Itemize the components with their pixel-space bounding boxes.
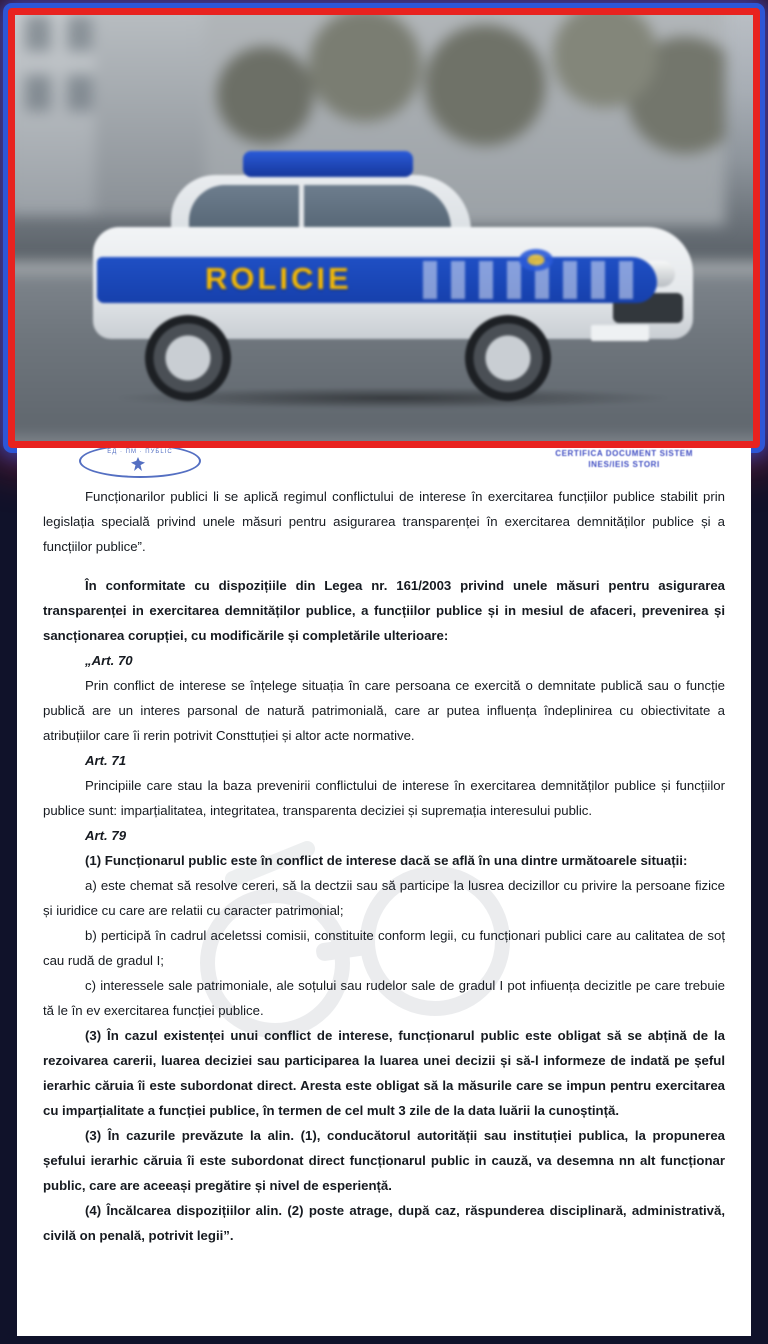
background-window xyxy=(25,15,51,51)
document-paragraph: (4) Încălcarea dispozițiilor alin. (2) poste atrage, după caz, răspunderea disciplinară, administrativă, civilă on penală, potrivit legii”. xyxy=(43,1203,725,1243)
document-paragraph: (1) Funcționarul public este în conflict de interese dacă se află în una dintre următoarele situații: xyxy=(85,853,688,868)
document-article-heading: „Art. 70 xyxy=(85,653,133,668)
car-license-plate xyxy=(591,325,649,341)
car-wheel-front xyxy=(145,315,231,401)
document-paragraph: b) perticipă în cadrul aceletssi comisii, constituite conform legii, cu funcționari publici care au calitatea de soț cau rudă de gradul I; xyxy=(43,928,725,968)
police-car-photo-frame xyxy=(8,8,760,448)
document-sheet xyxy=(17,448,751,1336)
document-paragraph: Prin conflict de interese se înțelege situația în care persoana ce exercită o demnitate publică sau o funcție publică are un interes parsonal de natură patrimonială, care ar putea influența îndeplinirea cu obiectivitate a atribuțiilor care îi rerin potrivit Consttuției și altor acte normative. xyxy=(43,678,725,743)
document-paragraph: c) interessele sale patrimoniale, ale soțului sau rudelor sale de gradul I pot infiuența decizitle pe care trebuie tă le în ev exercitarea funcției publice. xyxy=(43,978,725,1018)
document-article-heading: Art. 71 xyxy=(85,753,127,768)
document-paragraph: (3) În cazul existenței unui conflict de interese, funcționarul public este obligat să se abțină de la rezoivarea carerii, luarea deciziei sau participarea la luarea unei decizii și să-l informeze de indată pe șeful ierarhic căruia îi este subordonat direct. Aresta este obligat să la măsurile care se impun pentru exercitarea cu imparțialitate a funcției publice, în termen de cel mult 3 zile de la data luării la cunoștință. xyxy=(43,1028,725,1118)
certification-stamp-line2: INES/IEIS STORI xyxy=(588,460,660,469)
car-wheel-rear xyxy=(465,315,551,401)
police-car xyxy=(93,165,693,405)
document-paragraph: Funcționarilor publici li se aplică regimul conflictului de interese în exercitarea funcțiilor publice stabilit prin legislația specială privind unele măsuri pentru asigurarea transparenței în exercitarea demnităților publice și a funcțiilor publice”. xyxy=(43,489,725,554)
background-window xyxy=(67,75,93,111)
background-window xyxy=(67,15,93,51)
certification-stamp-line1: CERTIFICA DOCUMENT SISTEM xyxy=(555,449,693,458)
document-paragraph: Principiile care stau la baza prevenirii conflictului de interese în exercitarea demnităților publice și funcțiilor publice sunt: imparțialitatea, integritatea, transparenta deciziei și supremația interesului public. xyxy=(43,778,725,818)
document-body xyxy=(17,448,751,1336)
police-car-photo xyxy=(15,15,753,441)
document-paragraph: (3) În cazurile prevăzute la alin. (1), conducătorul autorității sau instituției publica, la propunerea șefului ierarhic căruia îi este subordonat direct funcționarul public in cauză, va desemna nn alt funcționar public, care are aceeași pregătire și nivel de esperiență. xyxy=(43,1128,725,1193)
stamp-emblem-text: ЕД · ПМ · ПУБLIC xyxy=(107,449,173,455)
document-paragraph: În conformitate cu dispozițiile din Legea nr. 161/2003 privind unele măsuri pentru asigurarea transparenței in exercitarea demnităților publice, a funcțiilor publice și in mesiul de afaceri, prevenirea și sancționarea corupției, cu modificările și completările ulterioare: xyxy=(43,578,725,643)
police-badge-emblem xyxy=(519,249,553,271)
background-window xyxy=(25,75,51,111)
document-paragraph: a) este chemat să resolve cereri, să la dectzii sau să participe la lusrea decizillor cu privire la persoane fizice și iuridice cu care are relatii cu caracter patrimonial; xyxy=(43,878,725,918)
car-marking-text: ROLICIE xyxy=(205,261,352,296)
document-article-heading: Art. 79 xyxy=(85,828,127,843)
police-light-bar xyxy=(243,151,413,177)
